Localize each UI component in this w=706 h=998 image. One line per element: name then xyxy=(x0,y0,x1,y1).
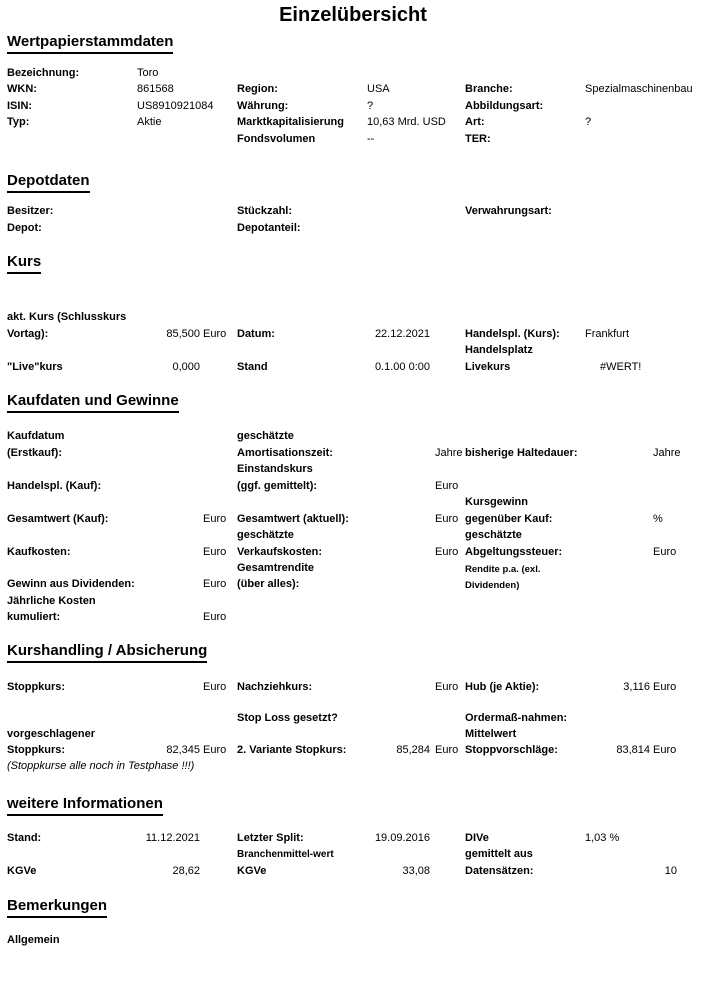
datum-label: Datum: xyxy=(237,328,275,340)
bezeichnung-value: Toro xyxy=(137,67,159,79)
kaufkosten-unit: Euro xyxy=(203,546,227,558)
kgve-label: KGVe xyxy=(7,865,37,877)
wkn-value: 861568 xyxy=(137,83,174,95)
typ-value: Aktie xyxy=(137,116,162,128)
handelsplatz-kurs-label: Handelspl. (Kurs): xyxy=(465,328,560,340)
akt-kurs-label-line1: akt. Kurs (Schlusskurs xyxy=(7,311,127,323)
livekurs-error-value: #WERT! xyxy=(600,361,642,373)
depot-label: Depot: xyxy=(7,222,42,234)
stoppkurs-label: Stoppkurs: xyxy=(7,681,66,693)
branchen-kgve-label: KGVe xyxy=(237,865,267,877)
besitzer-label: Besitzer: xyxy=(7,205,54,217)
amortisationszeit-label: Amortisationszeit: xyxy=(237,447,333,459)
fondsvolumen-value: -- xyxy=(367,133,375,145)
handelsplatz-kauf-label: Handelspl. (Kauf): xyxy=(7,480,102,492)
kgve-value: 28,62 xyxy=(172,865,200,877)
waehrung-value: ? xyxy=(367,100,374,112)
waehrung-label: Währung: xyxy=(237,100,289,112)
nachziehkurs-label: Nachziehkurs: xyxy=(237,681,313,693)
abbildungsart-label: Abbildungsart: xyxy=(465,100,544,112)
section-heading-weitere-informationen: weitere Informationen xyxy=(7,795,163,816)
stoppvorschlaege-label: Stoppvorschläge: xyxy=(465,744,558,756)
section-heading-wertpapierstammdaten: Wertpapierstammdaten xyxy=(7,33,173,54)
stand-label: Stand: xyxy=(7,832,42,844)
abgeltungssteuer-label: Abgeltungssteuer: xyxy=(465,546,563,558)
stoploss-gesetzt-label: Stop Loss gesetzt? xyxy=(237,712,338,724)
vorgeschlagener-stoppkurs-value: 82,345 xyxy=(166,744,200,756)
section-heading-kaufdaten: Kaufdaten und Gewinne xyxy=(7,392,179,413)
section-heading-depotdaten: Depotdaten xyxy=(7,172,90,193)
gesamtwert-kauf-unit: Euro xyxy=(203,513,227,525)
abgeltungssteuer-unit: Euro xyxy=(653,546,677,558)
livekurs-label: Livekurs xyxy=(465,361,511,373)
haltedauer-label: bisherige Haltedauer: xyxy=(465,447,578,459)
kaufdatum-label-line1: Kaufdatum xyxy=(7,430,65,442)
art-value: ? xyxy=(585,116,592,128)
page-title: Einzelübersicht xyxy=(279,4,427,26)
letzter-split-label: Letzter Split: xyxy=(237,832,304,844)
jaehrliche-kosten-label-line1: Jährliche Kosten xyxy=(7,595,96,607)
livekurs-quote-value: 0,000 xyxy=(172,361,200,373)
akt-kurs-value: 85,500 xyxy=(166,328,200,340)
stand-kurs-value: 0.1.00 0:00 xyxy=(374,361,430,373)
verwahrungsart-label: Verwahrungsart: xyxy=(465,205,552,217)
stoppkurs-unit: Euro xyxy=(203,681,227,693)
kursgewinn-unit: % xyxy=(653,513,663,525)
gewinn-dividenden-label: Gewinn aus Dividenden: xyxy=(7,578,135,590)
ordermassnahmen-label: Ordermaß-nahmen: xyxy=(465,712,568,724)
testphase-note: (Stoppkurse alle noch in Testphase !!!) xyxy=(7,760,195,772)
vorgeschlagener-stoppkurs-label-line2: Stoppkurs: xyxy=(7,744,66,756)
section-heading-kurshandling: Kurshandling / Absicherung xyxy=(7,642,207,663)
art-label: Art: xyxy=(465,116,485,128)
section-heading-bemerkungen: Bemerkungen xyxy=(7,897,107,918)
verkaufskosten-unit: Euro xyxy=(435,546,459,558)
depotanteil-label: Depotanteil: xyxy=(237,222,301,234)
variante-stopkurs-value: 85,284 xyxy=(396,744,430,756)
fondsvolumen-label: Fondsvolumen xyxy=(237,133,316,145)
typ-label: Typ: xyxy=(7,116,30,128)
dive-label: DIVe xyxy=(465,832,489,844)
marktkapitalisierung-label: Marktkapitalisierung xyxy=(237,116,344,128)
variante-stopkurs-label: 2. Variante Stopkurs: xyxy=(237,744,347,756)
einstandskurs-unit: Euro xyxy=(435,480,459,492)
nachziehkurs-unit: Euro xyxy=(435,681,459,693)
stoppvorschlaege-value: 83,814 xyxy=(616,744,650,756)
stand-kurs-label: Stand xyxy=(237,361,268,373)
datum-value: 22.12.2021 xyxy=(374,328,430,340)
vorgeschlagener-stoppkurs-label-line1: vorgeschlagener xyxy=(7,728,96,740)
kaufdatum-label-line2: (Erstkauf): xyxy=(7,447,63,459)
branchenmittelwert-label: Branchenmittel-wert xyxy=(237,849,334,860)
livekurs-quote-label: "Live"kurs xyxy=(7,361,63,373)
isin-value: US8910921084 xyxy=(137,100,214,112)
jaehrliche-kosten-label-line2: kumuliert: xyxy=(7,611,61,623)
isin-label: ISIN: xyxy=(7,100,33,112)
section-heading-kurs: Kurs xyxy=(7,253,41,274)
branchen-kgve-value: 33,08 xyxy=(402,865,430,877)
kursgewinn-label-line2: gegenüber Kauf: xyxy=(465,513,553,525)
kaufkosten-label: Kaufkosten: xyxy=(7,546,71,558)
ter-label: TER: xyxy=(465,133,491,145)
geschaetzte-abgeltung-label: geschätzte xyxy=(465,529,522,541)
handelsplatz-kurs-value: Frankfurt xyxy=(585,328,630,340)
handelsplatz-label: Handelsplatz xyxy=(465,344,533,356)
geschaetzte-amortisation-label: geschätzte xyxy=(237,430,294,442)
gesamtwert-aktuell-label: Gesamtwert (aktuell): xyxy=(237,513,349,525)
marktkapitalisierung-value: 10,63 Mrd. USD xyxy=(367,116,446,128)
gesamtwert-kauf-label: Gesamtwert (Kauf): xyxy=(7,513,109,525)
rendite-pa-label-line1: Rendite p.a. (exl. xyxy=(465,564,541,575)
dive-value: 1,03 % xyxy=(585,832,620,844)
rendite-pa-label-line2: Dividenden) xyxy=(465,580,520,591)
stoppvorschlaege-unit: Euro xyxy=(653,744,677,756)
einstandskurs-label-line1: Einstandskurs xyxy=(237,463,313,475)
branche-label: Branche: xyxy=(465,83,513,95)
akt-kurs-label-line2: Vortag): xyxy=(7,328,49,340)
kursgewinn-label-line1: Kursgewinn xyxy=(465,496,528,508)
letzter-split-value: 19.09.2016 xyxy=(374,832,430,844)
datensaetze-value: 10 xyxy=(664,865,677,877)
gesamtrendite-label-line2: (über alles): xyxy=(237,578,300,590)
wkn-label: WKN: xyxy=(7,83,37,95)
allgemein-label: Allgemein xyxy=(7,934,60,946)
haltedauer-unit: Jahre xyxy=(653,447,681,459)
hub-unit: Euro xyxy=(653,681,677,693)
akt-kurs-unit: Euro xyxy=(203,328,227,340)
einstandskurs-label-line2: (ggf. gemittelt): xyxy=(237,480,318,492)
region-label: Region: xyxy=(237,83,278,95)
jaehrliche-kosten-unit: Euro xyxy=(203,611,227,623)
bezeichnung-label: Bezeichnung: xyxy=(7,67,80,79)
datensaetze-label: Datensätzen: xyxy=(465,865,534,877)
variante-stopkurs-unit: Euro xyxy=(435,744,459,756)
gesamtwert-aktuell-unit: Euro xyxy=(435,513,459,525)
hub-label: Hub (je Aktie): xyxy=(465,681,540,693)
stueckzahl-label: Stückzahl: xyxy=(237,205,293,217)
vorgeschlagener-stoppkurs-unit: Euro xyxy=(203,744,227,756)
verkaufskosten-label: Verkaufskosten: xyxy=(237,546,322,558)
branche-value: Spezialmaschinenbau xyxy=(585,83,693,95)
amortisationszeit-unit: Jahre xyxy=(435,447,463,459)
geschaetzte-verkaufskosten-label: geschätzte xyxy=(237,529,294,541)
hub-value: 3,116 xyxy=(623,681,650,693)
mittelwert-label: Mittelwert xyxy=(465,728,517,740)
region-value: USA xyxy=(367,83,390,95)
gemittelt-aus-label: gemittelt aus xyxy=(465,848,533,860)
stand-value: 11.12.2021 xyxy=(145,832,200,844)
gesamtrendite-label-line1: Gesamtrendite xyxy=(237,562,315,574)
gewinn-dividenden-unit: Euro xyxy=(203,578,227,590)
